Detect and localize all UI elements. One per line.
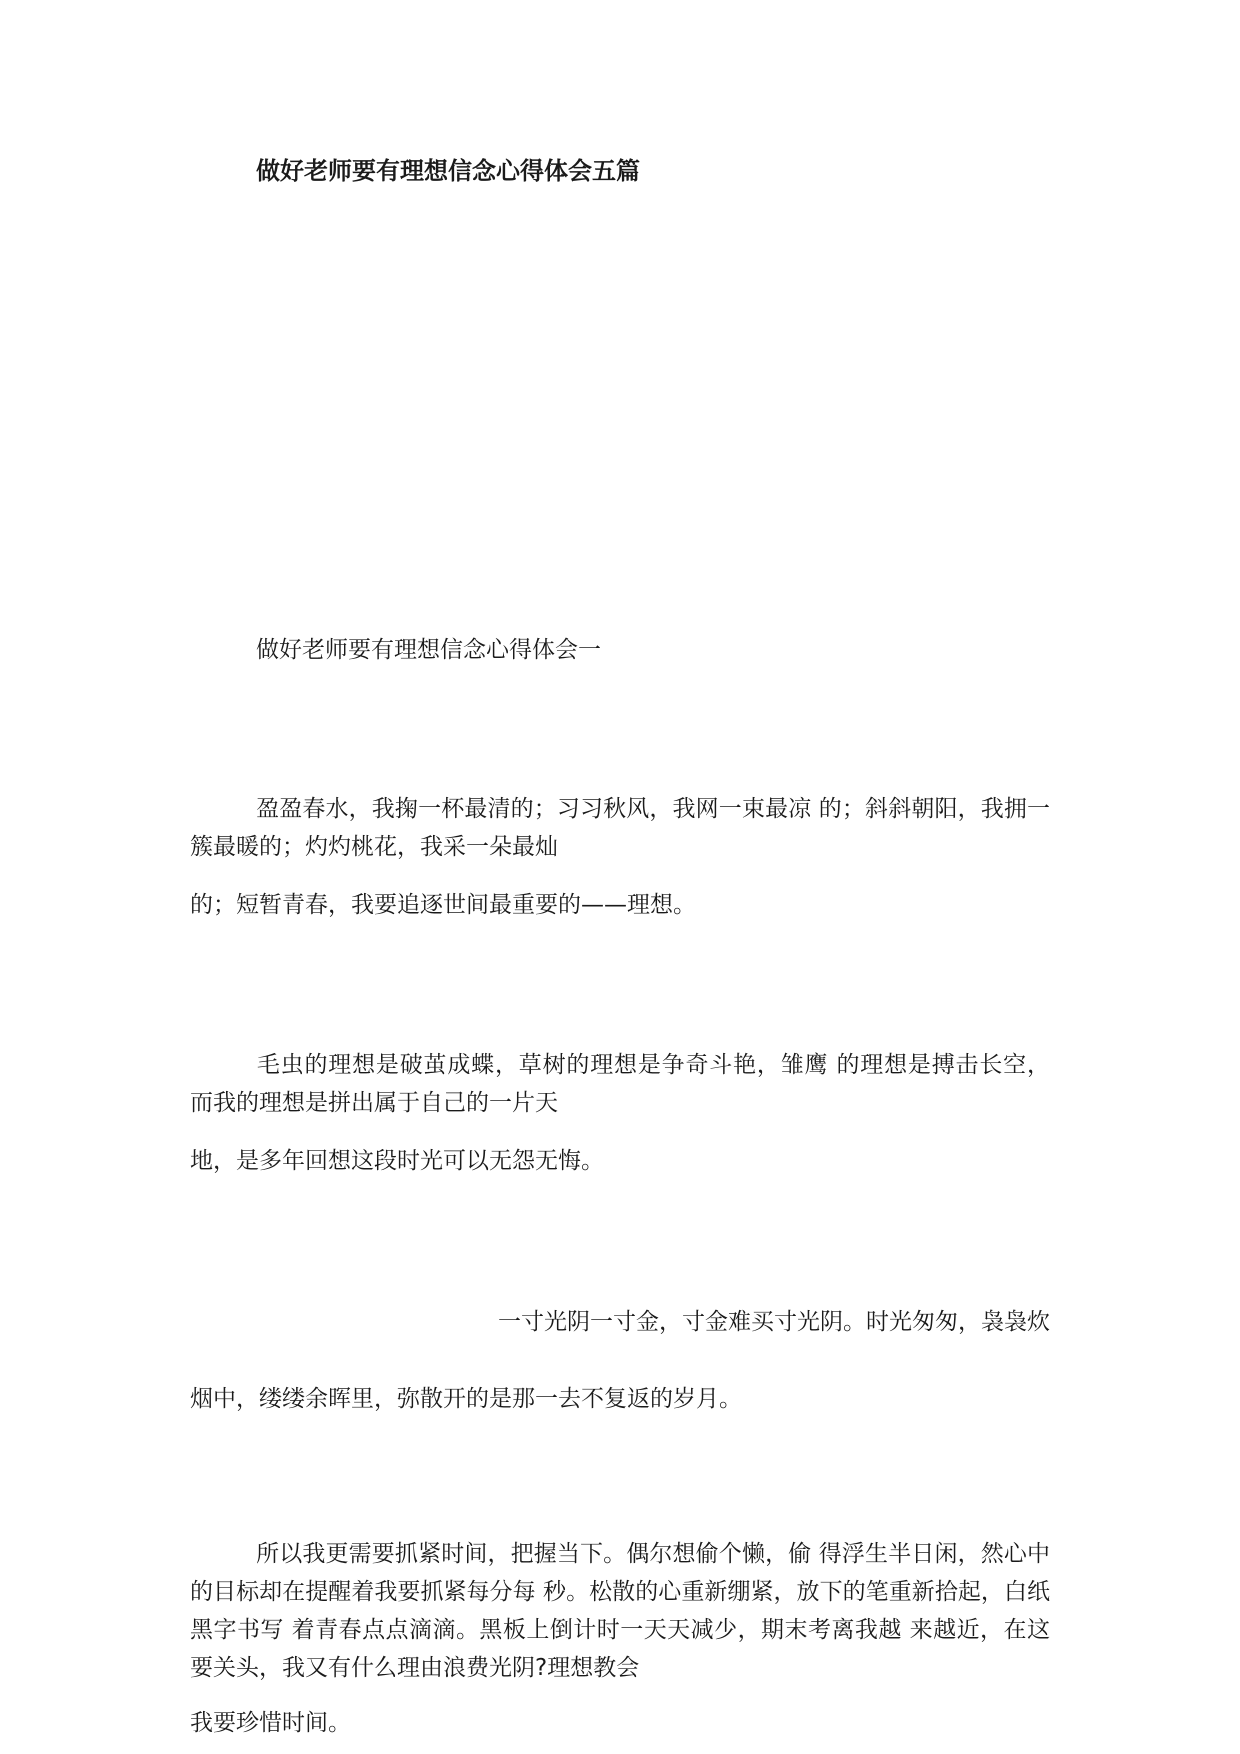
paragraph-4	[190, 1535, 1050, 1687]
paragraph-4-continuation: 我要珍惜时间。	[190, 1710, 351, 1736]
paragraph-1-continuation: 的；短暂青春，我要追逐世间最重要的——理想。	[190, 892, 696, 918]
paragraph-3-text: 一寸光阴一寸金，寸金难买寸光阴。时光匆匆，袅袅炊	[498, 1309, 1050, 1335]
paragraph-4-text: 所以我更需要抓紧时间，把握当下。偶尔想偷个懒，偷 得浮生半日闲，然心中的目标却在提醒着我要抓紧每分每 秒。松散的心重新绷紧，放下的笔重新拾起，白纸黑字书写 着青春点点滴滴。黑板上倒计时一天天减少，期末考离我越 来越近，在这要关头，我又有什么理由浪费光阴?理想教会	[190, 1541, 1050, 1681]
section-heading: 做好老师要有理想信念心得体会一	[256, 637, 601, 663]
paragraph-2	[190, 1046, 1050, 1122]
paragraph-2-continuation: 地，是多年回想这段时光可以无怨无悔。	[190, 1148, 604, 1174]
paragraph-1	[190, 790, 1050, 866]
document-title: 做好老师要有理想信念心得体会五篇	[256, 157, 640, 185]
paragraph-3-continuation: 烟中，缕缕余晖里，弥散开的是那一去不复返的岁月。	[190, 1386, 742, 1412]
paragraph-1-text: 盈盈春水，我掬一杯最清的；习习秋风，我网一束最凉 的；斜斜朝阳，我拥一簇最暖的；灼灼桃花，我采一朵最灿	[190, 796, 1050, 860]
paragraph-2-text: 毛虫的理想是破茧成蝶，草树的理想是争奇斗艳，雏鹰 的理想是搏击长空， 而我的理想是拼出属于自己的一片天	[190, 1052, 1050, 1116]
